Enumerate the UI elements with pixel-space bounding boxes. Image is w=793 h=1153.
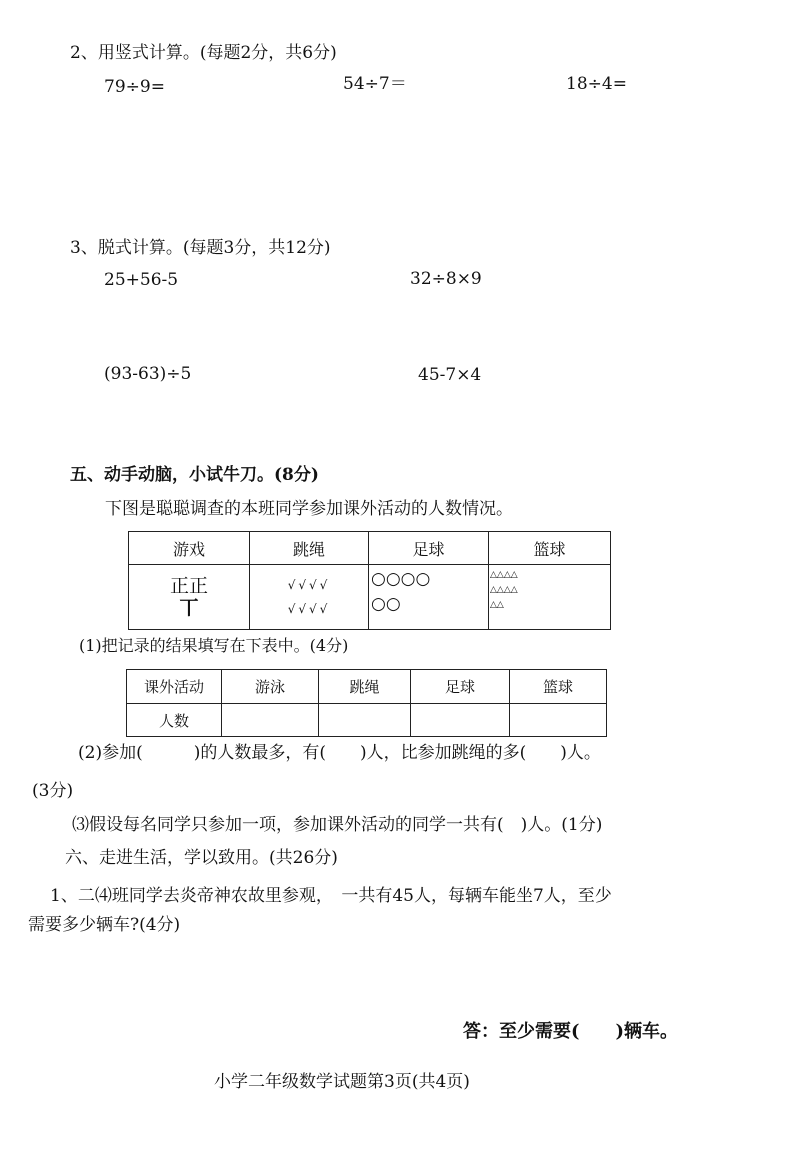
q3-item-4: 45-7×4 (418, 365, 482, 385)
result-header-activity: 课外活动 (127, 670, 222, 704)
survey-table (128, 531, 611, 630)
section6-title: 六、走进生活，学以致用。(共26分) (65, 848, 338, 868)
jump-tally-line1: √√√√ (287, 578, 331, 592)
section5-q3: ⑶假设每名同学只参加一项，参加课外活动的同学一共有( )人。(1分) (72, 815, 603, 835)
section5-q1: (1)把记录的结果填写在下表中。(4分) (79, 636, 349, 655)
survey-football-tally (369, 565, 489, 630)
game-tally-line2: 丅 (179, 597, 199, 619)
basketball-tally-line1: △△△△ (490, 570, 518, 580)
survey-jump-tally (250, 565, 369, 630)
q3-item-2: 32÷8×9 (410, 269, 482, 289)
jump-tally-line2: √√√√ (287, 602, 331, 616)
result-cell-basketball[interactable] (510, 704, 607, 737)
result-cell-football[interactable] (411, 704, 510, 737)
q2-title: 2、用竖式计算。(每题2分，共6分) (70, 43, 337, 63)
section5-q2-line1: (2)参加( )的人数最多，有( )人，比参加跳绳的多( )人。 (78, 743, 601, 763)
q3-title: 3、脱式计算。(每题3分，共12分) (70, 238, 331, 258)
survey-header-football: 足球 (369, 532, 489, 565)
result-header-basketball: 篮球 (510, 670, 607, 704)
survey-header-jump: 跳绳 (250, 532, 369, 565)
result-header-jump: 跳绳 (319, 670, 411, 704)
result-header-swim: 游泳 (222, 670, 319, 704)
q3-item-1: 25+56-5 (104, 270, 179, 290)
football-tally-line2: ○○ (371, 594, 401, 614)
result-cell-swim[interactable] (222, 704, 319, 737)
section5-q2-line2: (3分) (32, 781, 74, 801)
survey-basketball-tally (489, 565, 611, 630)
result-cell-jump[interactable] (319, 704, 411, 737)
q2-item-1: 79÷9= (104, 77, 165, 97)
section5-intro: 下图是聪聪调查的本班同学参加课外活动的人数情况。 (105, 499, 513, 519)
survey-header-game: 游戏 (129, 532, 250, 565)
result-table (126, 669, 607, 737)
section5-title: 五、动手动脑，小试牛刀。(8分) (70, 465, 319, 485)
basketball-tally-line2: △△△△ (490, 585, 518, 595)
section6-q1-line1: 1、二⑷班同学去炎帝神农故里参观， 一共有45人，每辆车能坐7人，至少 (50, 886, 612, 906)
result-header-football: 足球 (411, 670, 510, 704)
section6-answer: 答：至少需要( )辆车。 (463, 1021, 679, 1042)
football-tally-line1: ○○○○ (371, 569, 431, 589)
game-tally-line1: 正正 (169, 575, 208, 597)
q3-item-3: (93-63)÷5 (104, 364, 192, 384)
survey-game-tally (129, 565, 250, 630)
survey-header-basketball: 篮球 (489, 532, 611, 565)
q2-item-2: 54÷7＝ (343, 74, 407, 94)
section6-q1-line2: 需要多少辆车?(4分) (28, 915, 181, 935)
q2-item-3: 18÷4= (566, 74, 627, 94)
result-row-label: 人数 (127, 704, 222, 737)
page-footer: 小学二年级数学试题第3页(共4页) (214, 1072, 470, 1092)
basketball-tally-line3: △△ (490, 600, 504, 610)
